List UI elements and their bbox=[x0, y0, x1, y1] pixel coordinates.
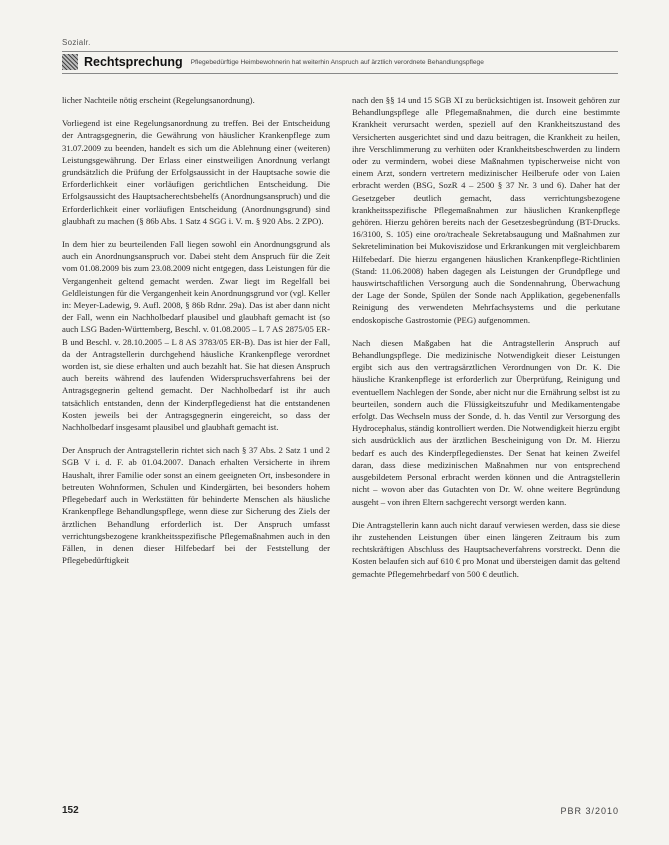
paragraph: Vorliegend ist eine Regelungsanordnung zu treffen. Bei der Entscheidung der Antragsgegnerin, die Gewährung von häuslicher Krankenpflege zum 31.07.2009 zu beenden, handelt es sich um die Ablehnung einer (weiteren) Leistungsgewährung. Der Erlass einer einstweiligen Anordnung verlangt grundsätzlich die Prüfung der Erfolgsaussicht in der Hauptsache sowie die Erforderlichkeit einer vorläufigen gerichtlichen Entscheidung. Die Erfolgsaussicht des Hauptsacherechtsbehelfs (Anordnungsanspruch) und die Erforderlichkeit einer vorläufigen Entscheidung (Anordnungsgrund) sind glaubhaft zu machen (§ 86b Abs. 1 Satz 4 SGG i. V. m. § 920 Abs. 2 ZPO). bbox=[62, 118, 330, 226]
page-header bbox=[62, 53, 618, 71]
right-column bbox=[352, 94, 620, 794]
paragraph: Nach diesen Maßgaben hat die Antragstellerin Anspruch auf Behandlungspflege. Die medizinische Notwendigkeit dieser Leistungen ergibt sich aus den vertragsärztlichen Verordnungen von Dr. K. Die häusliche Krankenpflege ist erforderlich zur Überprüfung, Reinigung und eventuellem Nachlegen der Sonde, aber nicht nur die Ernährung selbst ist zu beurteilen, sondern auch die Flüssigkeitszufuhr und Medikamentengabe erfolgt. Das Wechseln muss der Sonde, d. h. das Ventil zur Versorgung des Hydrocephalus, ständig kontrolliert werden. Die Notwendigkeit hierzu ergibt sich ausdrücklich aus der ärztlichen Bescheinigung von Dr. M. Hierzu bedarf es auch des Kinderpflegedienstes. Der Senat hat keinen Zweifel daran, dass diese medizinischen Maßnahmen nur von entsprechend ausgebildetem Personal erbracht werden können und die Antragstellerin nicht – wovon aber das Gutachten von Dr. W. ohne weitere Begründung ausgeht – von ihren Eltern sachgerecht versorgt werden kann. bbox=[352, 337, 620, 507]
header-rule-bottom bbox=[62, 73, 618, 74]
paragraph: Der Anspruch der Antragstellerin richtet sich nach § 37 Abs. 2 Satz 1 und 2 SGB V i. d. F. ab 01.04.2007. Danach erhalten Versicherte in ihrem Haushalt, ihrer Familie oder sonst an einem geeigneten Ort, insbesondere in betreuten Wohnformen, Schulen und Kindergärten, bei besonders hohem Pflegebedarf auch in Werkstätten für behinderte Menschen als häusliche Krankenpflege Behandlungspflege, wenn diese zur Sicherung des Ziels der ärztlichen Behandlung erforderlich ist. Der Anspruch umfasst verrichtungsbezogene krankheitsspezifische Pflegemaßnahmen auch in den Fällen, in denen dieser Hilfebedarf bei der Feststellung der Pflegebedürftigkeit bbox=[62, 445, 330, 566]
page-number: 152 bbox=[62, 805, 79, 816]
paragraph: In dem hier zu beurteilenden Fall liegen sowohl ein Anordnungsgrund als auch ein Anordnungsanspruch vor. Dabei steht dem Anspruch für die Zeit vom 01.08.2009 bis zum 23.08.2009 nicht entgegen, dass Leistungen für die Vergangenheit geltend gemacht werden. Zwar liegt im Regelfall bei Geldleistungen für die Vergangenheit kein Anordnungsgrund vor (vgl. Keller in: Meyer-Ladewig, 9. Aufl. 2008, § 86b Rdnr. 29a). Das ist aber dann nicht der Fall, wenn ein Nachholbedarf plausibel und glaubhaft gemacht ist (so auch LSG Baden-Württemberg, Beschl. v. 01.08.2005 – L 7 AS 2875/05 ER-B und Beschl. v. 28.10.2005 – L 8 AS 3783/05 ER-B). Das ist hier der Fall, da der Antragstellerin durchgehend häusliche Krankenpflege verordnet worden ist, sie diese erhalten und auch bezahlt hat. Sie hat diesen Anspruch auch bereits während des laufenden Widerspruchsverfahrens bei der Antragsgegnerin geltend gemacht. Der Nachholbedarf ist ihr auch tatsächlich entstanden, denn der Kinderpflegedienst hat die entstandenen Kosten jeweils bei der Antragsgegnerin eingereicht, so dass der Nachholbedarf insgesamt plausibel und glaubhaft gemacht ist. bbox=[62, 239, 330, 433]
journal-reference: PBR 3/2010 bbox=[560, 806, 619, 816]
paragraph: Die Antragstellerin kann auch nicht darauf verwiesen werden, dass sie diese ihr zustehenden Leistungen über einen längeren Zeitraum bis zum rechtskräftigen Abschluss des Hauptsacheverfahrens vorstreckt. Denn die Kosten belaufen sich auf 610 € pro Monat und übersteigen damit das geltend gemachte Pflegemehrbedarf von 500 € deutlich. bbox=[352, 519, 620, 579]
page-title: Rechtsprechung bbox=[84, 55, 183, 69]
header-rule-top bbox=[62, 51, 618, 52]
paragraph: nach den §§ 14 und 15 SGB XI zu berücksichtigen ist. Insoweit gehören zur Behandlungspflege alle Pflegemaßnahmen, die durch eine bestimmte Krankheit verursacht werden, speziell auf den Krankheitszustand des Versicherten ausgerichtet sind und dazu beitragen, die Krankheit zu heilen, ihre Verschlimmerung zu verhüten oder Krankheitsbeschwerden zu lindern oder zu vermindern, wobei diese Maßnahmen typischerweise nicht von einem Arzt, sondern vertretern medizinischer Heilberufe oder von Laien erbracht werden (BSG, SozR 4 – 2500 § 37 Nr. 3 und 6). Daher hat der Gesetzgeber deutlich gemacht, dass verrichtungsbezogene krankheitsspezifische Pflegemaßnahmen zur häuslichen Krankenpflege gehören. Hierzu gehören bereits nach der Gesetzesbegründung (BT-Drucks. 16/3100, S. 105) eine oro/tracheale Sekretabsaugung und Maßnahmen zur Sekretelimination bei Mukoviszidose und Erkrankungen mit vergleichbarem Hilfebedarf. Die hierzu ergangenen häuslichen Krankenpflege-Richtlinien (Stand: 11.06.2008) haben dagegen als Leistungen der Grundpflege und hauswirtschaftlichen Versorgung auch die Sondennahrung, Überwachung der Lage der Sonde, Spülen der Sonde nach Applikation, gegebenenfalls Reinigung des verwendeten Mehrfachsystems und die perkutane endoskopische Gastrostomie (PEG) aufgenommen. bbox=[352, 95, 620, 325]
section-label: Sozialr. bbox=[62, 38, 91, 47]
page-subtitle: Pflegebedürftige Heimbewohnerin hat weiterhin Anspruch auf ärztlich verordnete Behandlungspflege bbox=[190, 58, 484, 66]
left-column bbox=[62, 94, 330, 794]
paragraph: licher Nachteile nötig erscheint (Regelungsanordnung). bbox=[62, 95, 255, 105]
text-columns bbox=[62, 94, 620, 794]
section-marker-icon bbox=[62, 54, 78, 70]
